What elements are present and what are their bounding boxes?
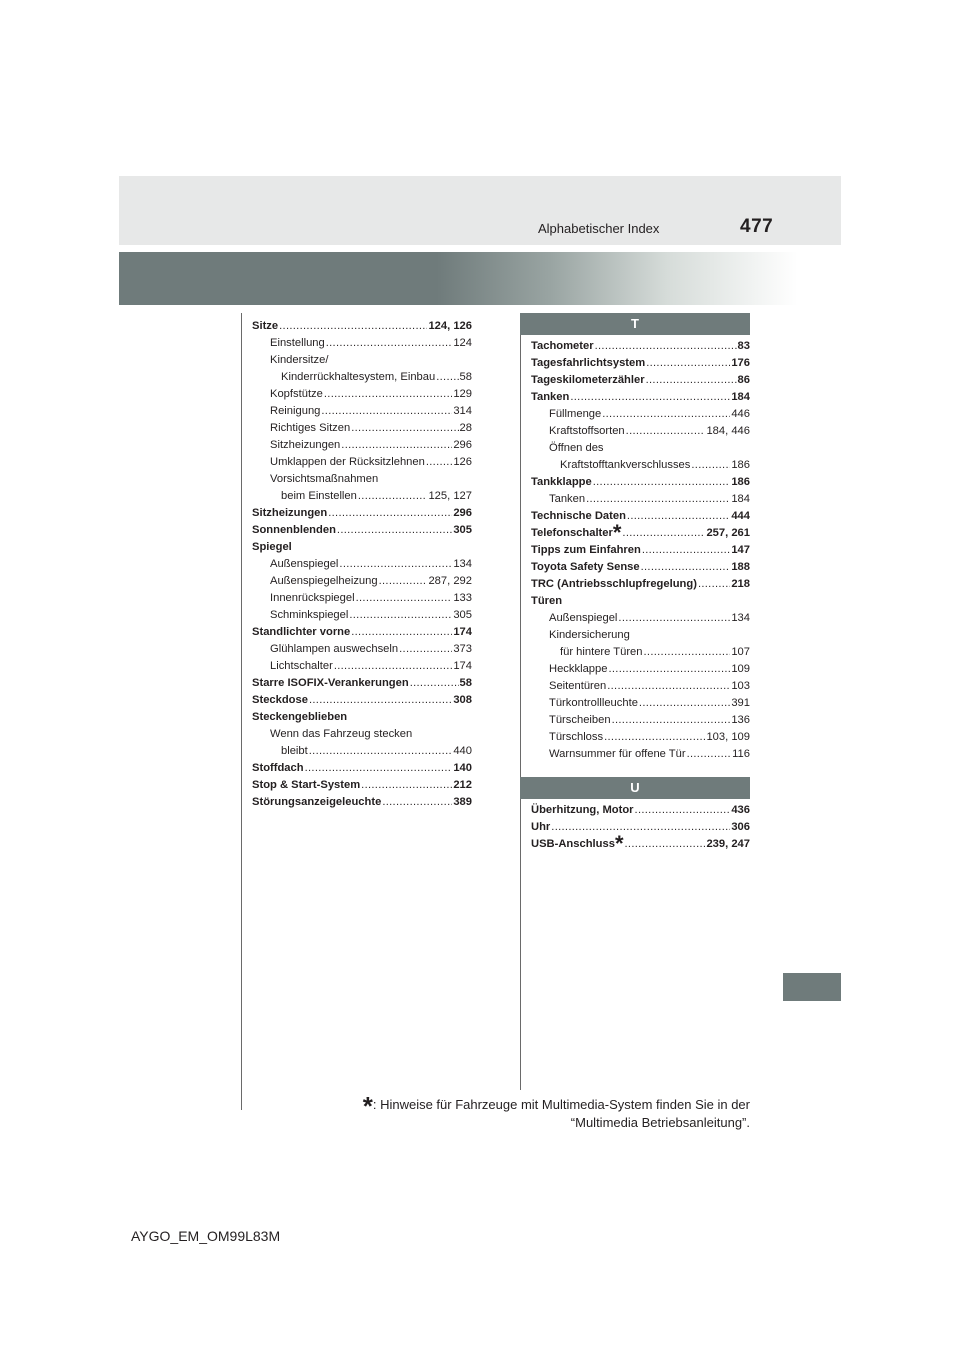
entry-page: 188: [731, 561, 750, 573]
entry-term: Steckengeblieben: [252, 711, 348, 723]
entry-term: Türkontrollleuchte: [549, 697, 638, 709]
footnote-line-1: *: Hinweise für Fahrzeuge mit Multimedia-System finden Sie in der: [362, 1091, 750, 1121]
entry-page: 296: [453, 439, 472, 451]
entry-page: 140: [453, 762, 472, 774]
entry-term: Kinderrückhaltesystem, Einbau: [281, 371, 436, 383]
entry-page: 103, 109: [706, 731, 750, 743]
index-entry: [531, 627, 750, 644]
index-entry: [531, 712, 750, 729]
index-entry: [252, 352, 472, 369]
index-entry: [531, 372, 750, 389]
index-entry: [252, 488, 472, 505]
dot-leader: [410, 675, 459, 692]
dot-leader: [349, 607, 452, 624]
entry-term: Richtiges Sitzen: [270, 422, 351, 434]
entry-page: 306: [731, 821, 750, 833]
entry-term: bleibt: [281, 745, 308, 757]
entry-term: Glühlampen auswechseln: [270, 643, 399, 655]
index-entry: [531, 576, 750, 593]
index-entry: [531, 746, 750, 763]
index-entry: [252, 369, 472, 386]
index-entry: [252, 573, 472, 590]
dot-leader: [351, 624, 452, 641]
entry-page: 124: [453, 337, 472, 349]
entry-page: 257, 261: [706, 527, 750, 539]
index-entry: [252, 743, 472, 760]
entry-page: 147: [731, 544, 750, 556]
index-entry: [252, 658, 472, 675]
dot-leader: [426, 454, 452, 471]
dot-leader: [309, 743, 453, 760]
entry-page: 440: [453, 745, 472, 757]
dot-leader: [341, 437, 452, 454]
index-column-u: [531, 802, 750, 856]
index-column-s: [252, 318, 472, 811]
dot-leader: [644, 644, 731, 661]
entry-term: Außenspiegel: [549, 612, 618, 624]
entry-page: 134: [453, 558, 472, 570]
footnote-line-2: “Multimedia Betriebsanleitung”.: [570, 1115, 750, 1130]
entry-term: Tagesfahrlichtsystem: [531, 357, 646, 369]
entry-page: 58: [459, 371, 472, 383]
index-entry: [531, 542, 750, 559]
chapter-thumb-tab: [783, 973, 841, 1001]
entry-term: Tanken: [549, 493, 586, 505]
index-entry: [252, 777, 472, 794]
dot-leader: [626, 423, 706, 440]
index-entry: [531, 559, 750, 576]
dot-leader: [622, 525, 705, 542]
entry-term: Türschloss: [549, 731, 604, 743]
entry-term: Steckdose: [252, 694, 308, 706]
index-entry: [531, 338, 750, 355]
index-entry: [531, 661, 750, 678]
entry-page: 305: [453, 524, 472, 536]
entry-term: Standlichter vorne: [252, 626, 351, 638]
entry-term: Sitzheizungen: [270, 439, 341, 451]
entry-term: Tipps zum Einfahren: [531, 544, 641, 556]
entry-term: Öffnen des: [549, 442, 604, 454]
dot-leader: [698, 576, 730, 593]
entry-page: 58: [459, 677, 472, 689]
entry-page: 109: [731, 663, 750, 675]
index-entry: Telefonschalter * ..... 257, 261: [531, 525, 750, 542]
dot-leader: [358, 488, 428, 505]
index-entry: [531, 610, 750, 627]
dot-leader: [691, 457, 730, 474]
dot-leader: [382, 794, 452, 811]
entry-page: 133: [453, 592, 472, 604]
index-entry: [531, 819, 750, 836]
dot-leader: [602, 406, 730, 423]
footnote: [300, 1091, 750, 1132]
entry-page: 212: [453, 779, 472, 791]
index-entry: [531, 457, 750, 474]
entry-term: Sonnenblenden: [252, 524, 336, 536]
dot-leader: [379, 573, 428, 590]
index-entry: [252, 318, 472, 335]
entry-page: 444: [731, 510, 750, 522]
header-bar: [119, 176, 841, 245]
index-entry: [531, 491, 750, 508]
index-entry: [252, 386, 472, 403]
dot-leader: [321, 403, 452, 420]
entry-term: Wenn das Fahrzeug stecken: [270, 728, 413, 740]
entry-term: Störungsanzeigeleuchte: [252, 796, 382, 808]
index-entry: [531, 802, 750, 819]
dot-leader: [399, 641, 452, 658]
index-column-t: [531, 338, 750, 763]
dot-leader: [328, 505, 452, 522]
entry-page: 314: [453, 405, 472, 417]
index-entry: [531, 389, 750, 406]
index-entry: [531, 440, 750, 457]
entry-term: TRC (Antriebsschlupfregelung): [531, 578, 697, 590]
dot-leader: [646, 372, 737, 389]
entry-term: für hintere Türen: [560, 646, 643, 658]
index-entry: [252, 726, 472, 743]
entry-page: 129: [453, 388, 472, 400]
index-entry: [531, 423, 750, 440]
entry-page: 389: [453, 796, 472, 808]
index-entry: USB-Anschluss * ..... 239, 247: [531, 836, 750, 853]
letter-header-t: T: [520, 313, 750, 335]
dot-leader: [687, 746, 732, 763]
entry-page: 287, 292: [428, 575, 472, 587]
entry-page: 184, 446: [706, 425, 750, 437]
dot-leader: [436, 369, 458, 386]
index-entry: [531, 729, 750, 746]
dot-leader: [337, 522, 452, 539]
index-entry: [252, 641, 472, 658]
entry-term: Spiegel: [252, 541, 292, 553]
entry-page: 107: [731, 646, 750, 658]
entry-term: Toyota Safety Sense: [531, 561, 640, 573]
index-entry: [252, 454, 472, 471]
entry-term: Stop & Start-System: [252, 779, 361, 791]
entry-page: 184: [731, 391, 750, 403]
index-entry: [531, 678, 750, 695]
index-entry: [252, 539, 472, 556]
entry-page: 446: [731, 408, 750, 420]
dot-leader: [339, 556, 452, 573]
entry-term: Kraftstoffsorten: [549, 425, 625, 437]
dot-leader: [586, 491, 730, 508]
dot-leader: [646, 355, 730, 372]
entry-term: Türscheiben: [549, 714, 611, 726]
entry-page: 136: [731, 714, 750, 726]
entry-term: Tankklappe: [531, 476, 592, 488]
index-entry: [531, 593, 750, 610]
index-entry: [252, 692, 472, 709]
index-entry: [252, 794, 472, 811]
footnote-star: *: [362, 1091, 373, 1121]
index-entry: [252, 556, 472, 573]
entry-page: 436: [731, 804, 750, 816]
entry-page: 184: [731, 493, 750, 505]
entry-page: 134: [731, 612, 750, 624]
entry-term: Innenrückspiegel: [270, 592, 355, 604]
entry-term: Technische Daten: [531, 510, 626, 522]
index-entry: [252, 590, 472, 607]
page-number: 477: [740, 216, 774, 237]
entry-term: Seitentüren: [549, 680, 607, 692]
letter-header-u: U: [520, 777, 750, 799]
dot-leader: [324, 386, 452, 403]
entry-page: 296: [453, 507, 472, 519]
entry-term: Uhr: [531, 821, 551, 833]
dot-leader: [593, 474, 731, 491]
entry-page: 391: [731, 697, 750, 709]
entry-term: Kopfstütze: [270, 388, 323, 400]
entry-term: Schminkspiegel: [270, 609, 349, 621]
entry-term: Kindersicherung: [549, 629, 630, 641]
entry-term: USB-Anschluss: [531, 838, 615, 850]
entry-term: Lichtschalter: [270, 660, 333, 672]
entry-term: Tageskilometerzähler: [531, 374, 645, 386]
index-entry: [252, 709, 472, 726]
index-entry: [252, 505, 472, 522]
entry-term: Reinigung: [270, 405, 321, 417]
dot-leader: [612, 712, 731, 729]
entry-page: 186: [731, 459, 750, 471]
dot-leader: [618, 610, 730, 627]
dot-leader: [641, 559, 731, 576]
entry-page: 124, 126: [428, 320, 472, 332]
entry-term: Kraftstofftankverschlusses: [560, 459, 691, 471]
entry-term: Telefonschalter: [531, 527, 613, 539]
entry-page: 218: [731, 578, 750, 590]
entry-term: beim Einstellen: [281, 490, 357, 502]
index-entry: [252, 420, 472, 437]
entry-page: 176: [731, 357, 750, 369]
entry-term: Außenspiegel: [270, 558, 339, 570]
entry-page: 28: [459, 422, 472, 434]
index-entry: [531, 644, 750, 661]
dot-leader: [326, 335, 453, 352]
entry-term: Starre ISOFIX-Verankerungen: [252, 677, 409, 689]
entry-page: 308: [453, 694, 472, 706]
index-entry: [252, 624, 472, 641]
index-entry: [531, 474, 750, 491]
entry-term: Stoffdach: [252, 762, 304, 774]
dot-leader: [309, 692, 452, 709]
entry-page: 86: [737, 374, 750, 386]
index-entry: [531, 508, 750, 525]
dot-leader: [279, 318, 427, 335]
index-entry: [252, 403, 472, 420]
entry-term: Kindersitze/: [270, 354, 329, 366]
entry-page: 305: [453, 609, 472, 621]
entry-page: 83: [737, 340, 750, 352]
section-title: Alphabetischer Index: [538, 221, 660, 236]
entry-page: 126: [453, 456, 472, 468]
dot-leader: [625, 836, 706, 853]
dot-leader: [361, 777, 452, 794]
dot-leader: [608, 661, 730, 678]
dot-leader: [635, 802, 731, 819]
entry-term: Heckklappe: [549, 663, 608, 675]
entry-page: 239, 247: [706, 838, 750, 850]
dot-leader: [305, 760, 453, 777]
index-entry: [531, 406, 750, 423]
entry-page: 174: [453, 660, 472, 672]
entry-term: Umklappen der Rücksitzlehnen: [270, 456, 425, 468]
dot-leader: [334, 658, 453, 675]
column-divider-middle: [520, 313, 521, 1090]
index-entry: [252, 437, 472, 454]
dot-leader: [570, 389, 730, 406]
index-entry: [252, 335, 472, 352]
index-entry: [531, 355, 750, 372]
dot-leader: [639, 695, 730, 712]
dot-leader: [627, 508, 730, 525]
entry-term: Überhitzung, Motor: [531, 804, 634, 816]
document-code: AYGO_EM_OM99L83M: [131, 1228, 281, 1244]
index-entry: [252, 760, 472, 777]
entry-term: Außenspiegelheizung: [270, 575, 378, 587]
entry-page: 103: [731, 680, 750, 692]
entry-page: 116: [732, 748, 750, 760]
index-entry: [531, 695, 750, 712]
header-gradient-band: [119, 252, 841, 305]
column-divider-left: [241, 313, 242, 1110]
index-entry: [252, 471, 472, 488]
entry-term: Sitze: [252, 320, 279, 332]
entry-term: Füllmenge: [549, 408, 602, 420]
dot-leader: [595, 338, 737, 355]
entry-term: Sitzheizungen: [252, 507, 328, 519]
entry-term: Warnsummer für offene Tür: [549, 748, 686, 760]
entry-page: 174: [453, 626, 472, 638]
entry-page: 125, 127: [428, 490, 472, 502]
entry-term: Tachometer: [531, 340, 594, 352]
index-entry: [252, 675, 472, 692]
entry-term: Einstellung: [270, 337, 325, 349]
dot-leader: [642, 542, 731, 559]
entry-page: 373: [453, 643, 472, 655]
index-entry: [252, 607, 472, 624]
dot-leader: [551, 819, 730, 836]
dot-leader: [604, 729, 705, 746]
dot-leader: [351, 420, 458, 437]
entry-term: Vorsichtsmaßnahmen: [270, 473, 379, 485]
index-entry: [252, 522, 472, 539]
entry-term: Tanken: [531, 391, 570, 403]
entry-term: Türen: [531, 595, 563, 607]
entry-page: 186: [731, 476, 750, 488]
dot-leader: [356, 590, 453, 607]
dot-leader: [607, 678, 730, 695]
